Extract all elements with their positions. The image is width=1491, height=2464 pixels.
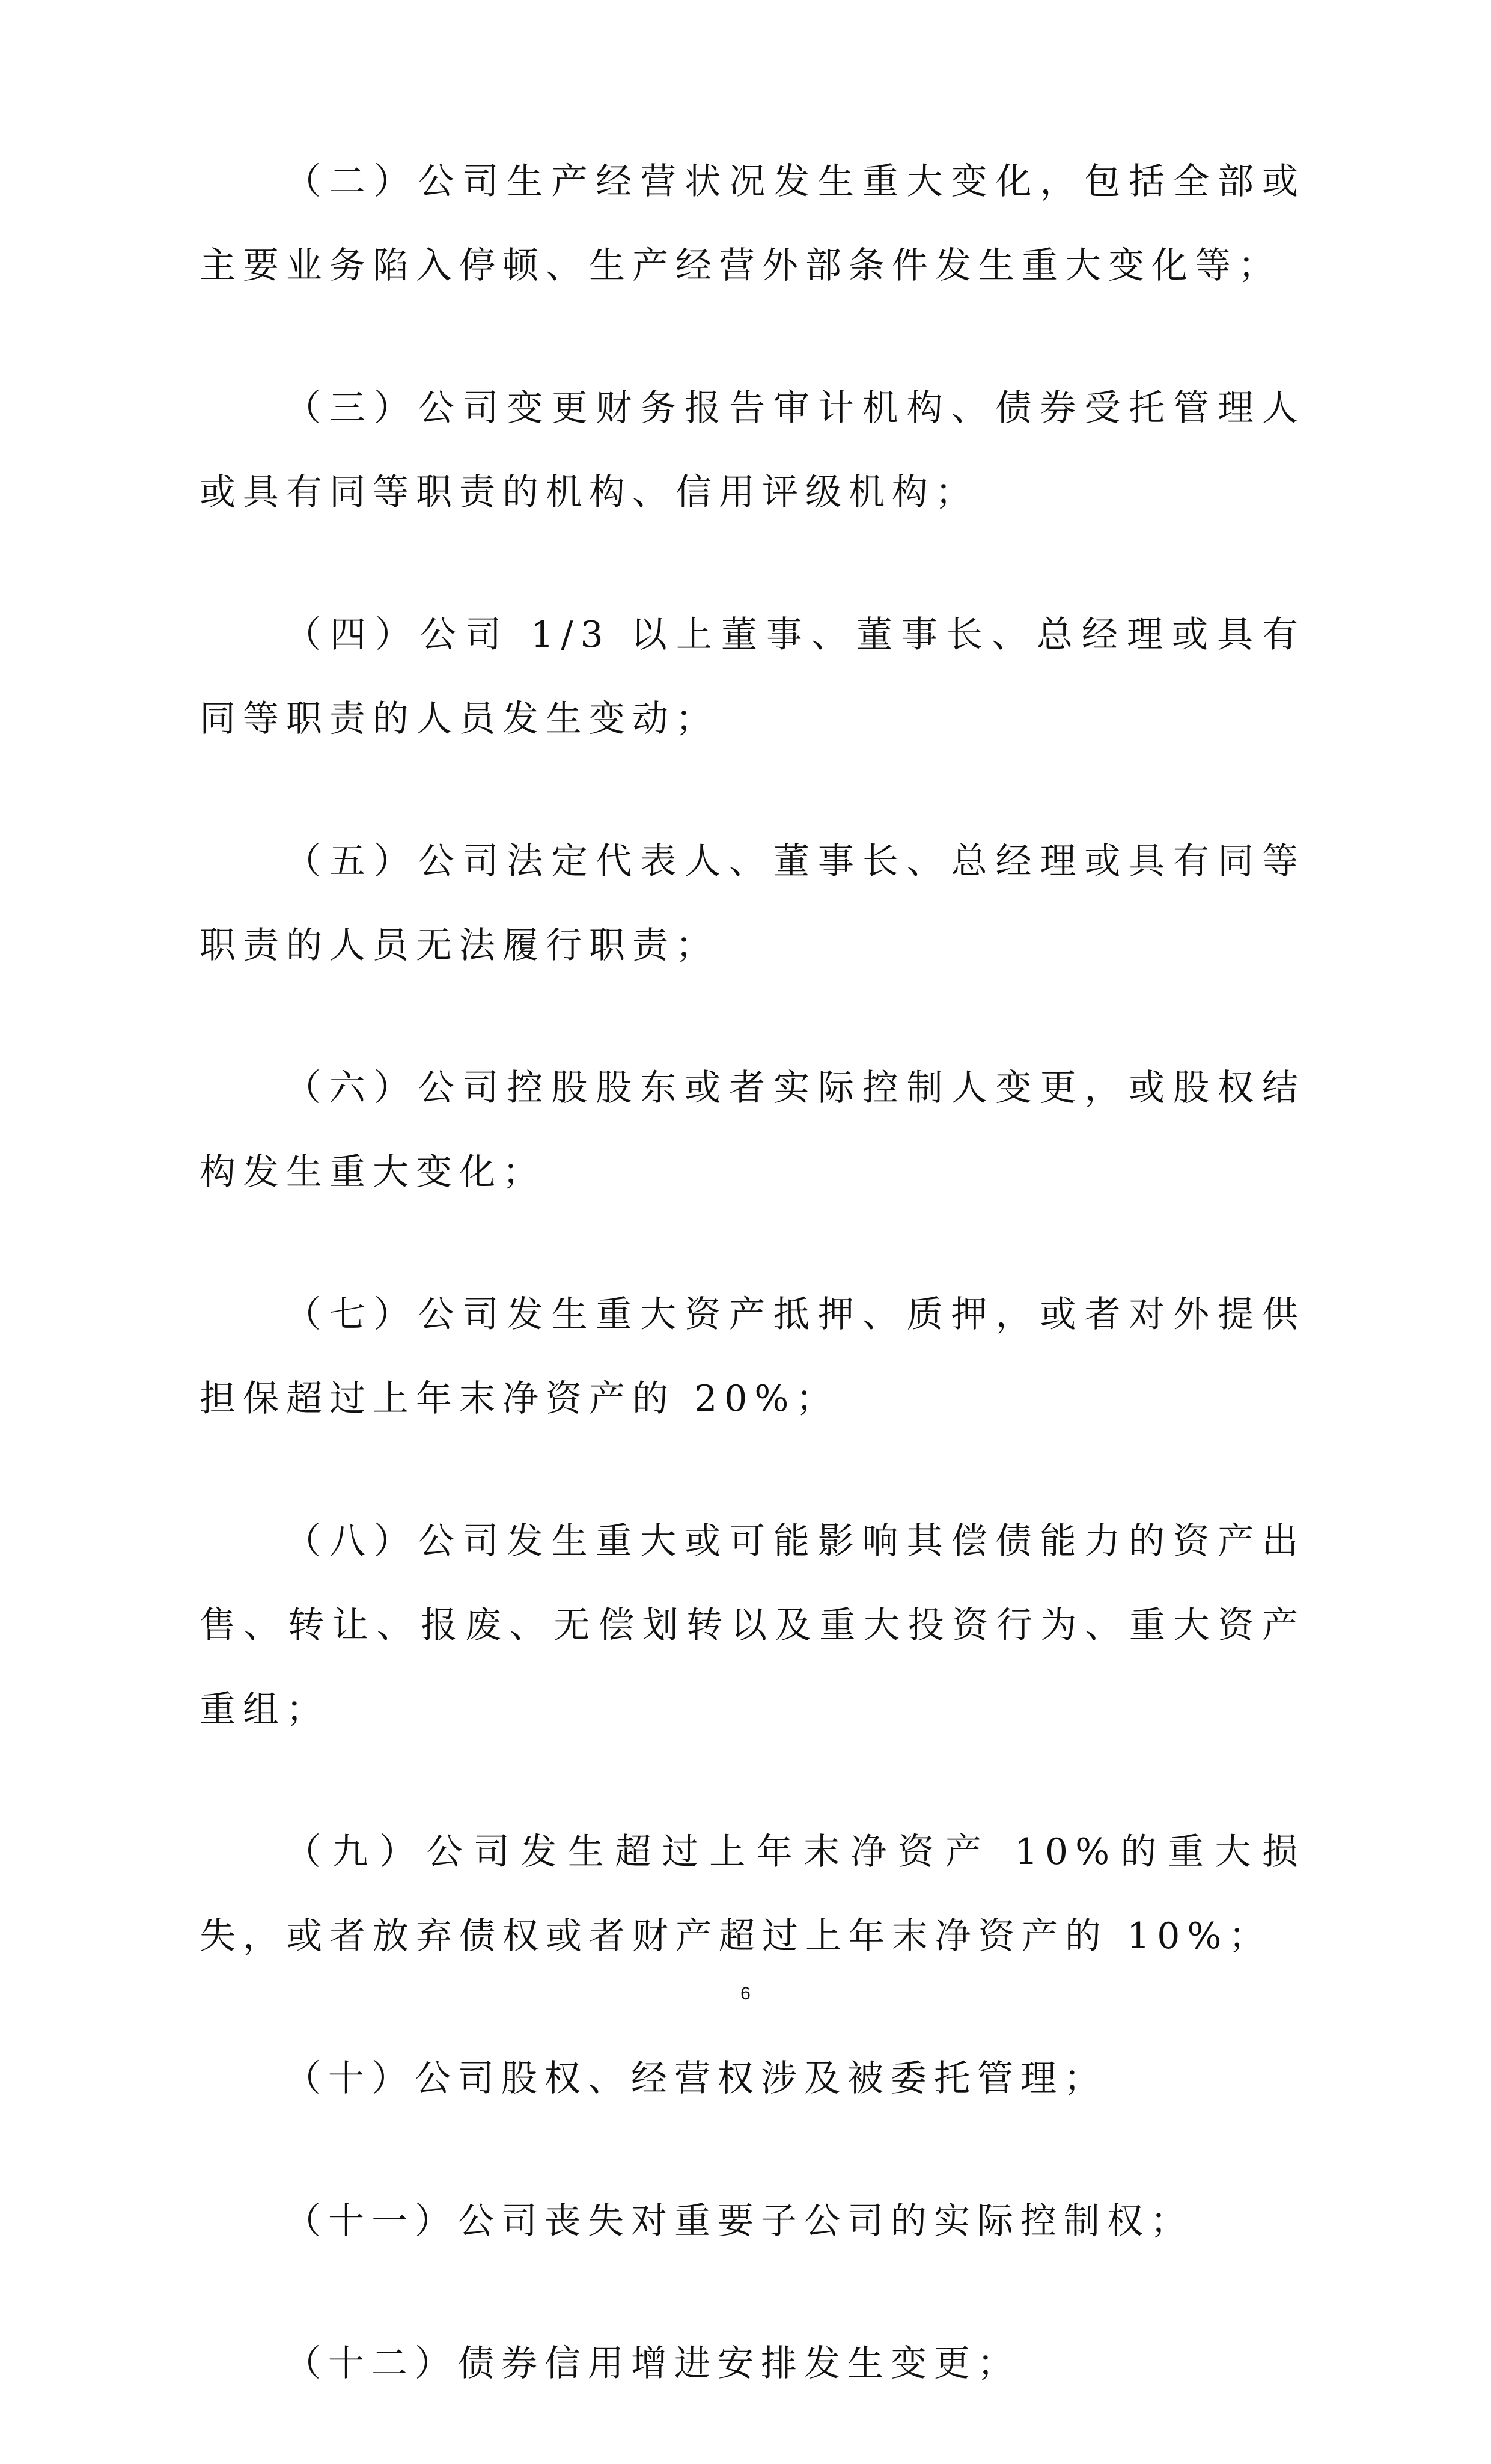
paragraph-item-8: （八）公司发生重大或可能影响其偿债能力的资产出售、转让、报废、无偿划转以及重大投资行为、重大资产重组； [200,1520,1305,1731]
paragraph-item-2: （二）公司生产经营状况发生重大变化，包括全部或主要业务陷入停顿、生产经营外部条件发生重大变化等； [200,160,1305,287]
paragraph-item-4: （四）公司 1/3 以上董事、董事长、总经理或具有同等职责的人员发生变动； [200,614,1305,740]
paragraph-item-11: （十一）公司丧失对重要子公司的实际控制权； [285,2200,1194,2242]
paragraph-item-6: （六）公司控股股东或者实际控制人变更，或股权结构发生重大变化； [200,1067,1305,1193]
paragraph-item-9: （九）公司发生超过上年末净资产 10%的重大损失，或者放弃债权或者财产超过上年末净资产的 10%； [200,1831,1305,1957]
paragraph-item-12: （十二）债券信用增进安排发生变更； [285,2343,1020,2385]
page-number: 6 [740,1984,751,2004]
paragraph-item-10: （十）公司股权、经营权涉及被委托管理； [285,2058,1107,2100]
paragraph-item-3: （三）公司变更财务报告审计机构、债券受托管理人或具有同等职责的机构、信用评级机构； [200,387,1305,513]
paragraph-item-7: （七）公司发生重大资产抵押、质押，或者对外提供担保超过上年末净资产的 20%； [200,1294,1305,1420]
paragraph-item-5: （五）公司法定代表人、董事长、总经理或具有同等职责的人员无法履行职责； [200,840,1305,967]
document-body [200,139,1305,2464]
